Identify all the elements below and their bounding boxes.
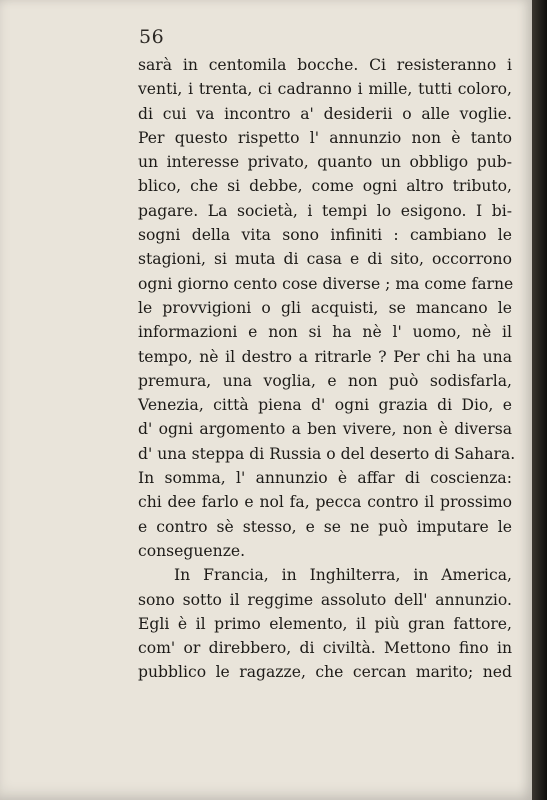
text-line: premura, una voglia, e non può sodisfarla, xyxy=(138,371,512,390)
text-line: Venezia, città piena d' ogni grazia di Dio, e xyxy=(138,396,512,415)
text-line: In somma, l' annunzio è affar di coscienza: xyxy=(138,469,512,488)
text-line: informazioni e non si ha nè l' uomo, nè il xyxy=(138,323,512,342)
text-line: d' ogni argomento a ben vivere, non è diversa xyxy=(138,420,512,439)
body-text xyxy=(138,53,516,685)
text-line: sarà in centomila bocche. Ci resisteranno i xyxy=(138,56,512,74)
text-line: ogni giorno cento cose diverse ; ma come farne xyxy=(138,274,514,293)
text-line: Egli è il primo elemento, il più gran fattore, xyxy=(138,614,512,633)
text-line: tempo, nè il destro a ritrarle ? Per chi ha una xyxy=(138,347,512,366)
text-line: stagioni, si muta di casa e di sito, occorrono xyxy=(138,250,512,269)
paragraph-start-line: In Francia, in Inghilterra, in America, xyxy=(174,566,512,585)
text-line: di cui va incontro a' desiderii o alle voglie. xyxy=(138,104,512,123)
page-number: 56 xyxy=(139,26,165,48)
book-gutter-shadow xyxy=(532,0,547,800)
text-line: le provvigioni o gli acquisti, se mancano le xyxy=(138,298,512,317)
text-line: pubblico le ragazze, che cercan marito; ned xyxy=(138,663,512,682)
text-line: un interesse privato, quanto un obbligo pub- xyxy=(138,153,512,172)
text-line: Per questo rispetto l' annunzio non è tanto xyxy=(138,128,512,147)
text-line: venti, i trenta, ci cadranno i mille, tutti coloro, xyxy=(138,80,512,99)
text-line: conseguenze. xyxy=(138,541,246,560)
text-line: blico, che si debbe, come ogni altro tributo, xyxy=(138,177,512,196)
text-line: sogni della vita sono infiniti : cambiano le xyxy=(138,226,512,245)
text-line: e contro sè stesso, e se ne può imputare le xyxy=(138,517,512,536)
text-line: com' or direbbero, di civiltà. Mettono fino in xyxy=(138,639,512,658)
text-line: pagare. La società, i tempi lo esigono. I bi- xyxy=(138,201,512,220)
text-line: chi dee farlo e nol fa, pecca contro il prossimo xyxy=(138,493,512,512)
text-line: d' una steppa di Russia o del deserto di Sahara. xyxy=(138,444,516,463)
text-line: sono sotto il reggime assoluto dell' annunzio. xyxy=(138,590,512,609)
